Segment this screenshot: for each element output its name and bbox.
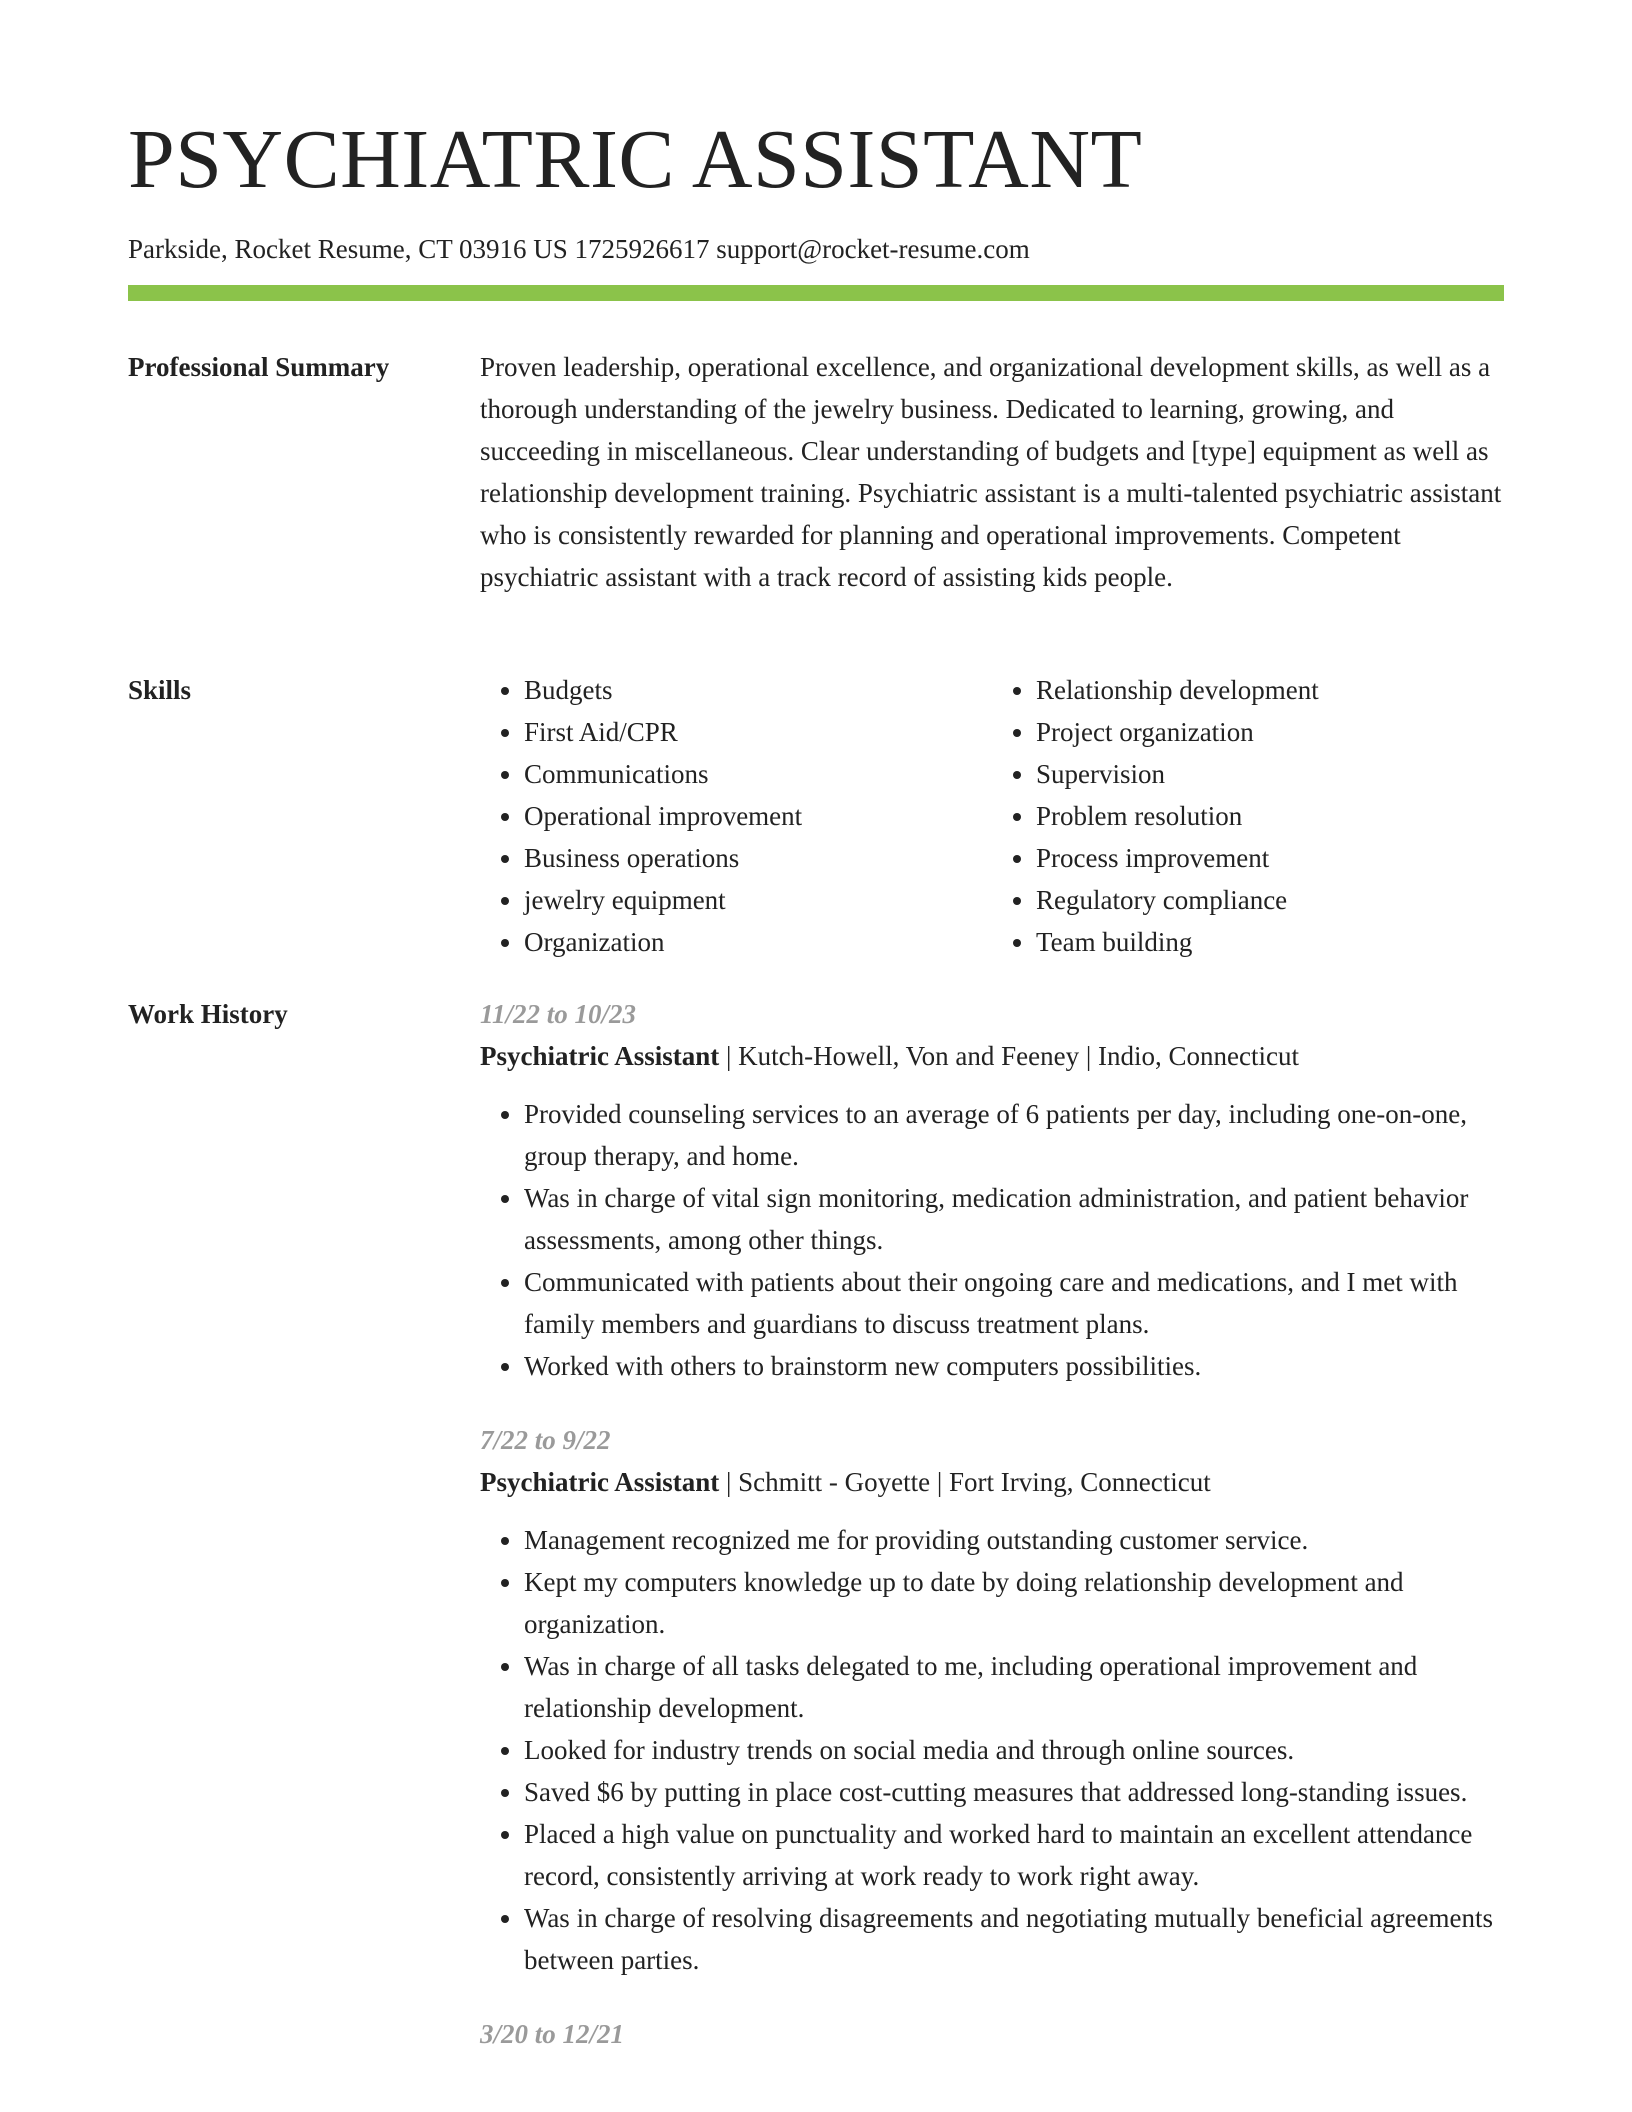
skill-item: • Communications <box>524 753 992 795</box>
summary-section <box>480 346 1504 598</box>
job-bullet: • Was in charge of resolving disagreements and negotiating mutually beneficial agreements between parties. <box>524 1897 1504 1981</box>
header-divider <box>128 285 1504 301</box>
job-bullet: • Communicated with patients about their ongoing care and medications, and I met with family members and guardians to discuss treatment plans. <box>524 1261 1504 1345</box>
job-title-line <box>480 1461 1504 1503</box>
skill-item: • jewelry equipment <box>524 879 992 921</box>
job-bullet: • Was in charge of all tasks delegated to me, including operational improvement and relationship development. <box>524 1645 1504 1729</box>
skill-item: • Organization <box>524 921 992 963</box>
job-entry <box>480 993 1504 1387</box>
skill-item: • Team building <box>1036 921 1504 963</box>
job-bullet: • Placed a high value on punctuality and worked hard to maintain an excellent attendance record, consistently arriving at work ready to work right away. <box>524 1813 1504 1897</box>
job-bullet: • Saved $6 by putting in place cost-cutting measures that addressed long-standing issues. <box>524 1771 1504 1813</box>
job-employer-location: | Kutch-Howell, Von and Feeney | Indio, Connecticut <box>719 1041 1299 1071</box>
job-title-line <box>480 1035 1504 1077</box>
skill-item: • Business operations <box>524 837 992 879</box>
skills-heading: Skills <box>128 675 192 705</box>
skill-item: • Problem resolution <box>1036 795 1504 837</box>
skills-list-right <box>992 669 1504 963</box>
skill-item: • Process improvement <box>1036 837 1504 879</box>
skills-list-left <box>480 669 992 963</box>
job-date: 11/22 to 10/23 <box>480 999 637 1029</box>
skill-item: • Operational improvement <box>524 795 992 837</box>
skills-section <box>480 669 1504 963</box>
job-date: 7/22 to 9/22 <box>480 1425 611 1455</box>
job-date: 3/20 to 12/21 <box>480 2019 625 2049</box>
job-bullets <box>480 1519 1504 1981</box>
skill-item: • Budgets <box>524 669 992 711</box>
skill-item: • First Aid/CPR <box>524 711 992 753</box>
job-bullet: • Worked with others to brainstorm new computers possibilities. <box>524 1345 1504 1387</box>
job-bullet: • Provided counseling services to an average of 6 patients per day, including one-on-one, group therapy, and home. <box>524 1093 1504 1177</box>
job-entry <box>480 1419 1504 1981</box>
job-bullets <box>480 1093 1504 1387</box>
contact-line: Parkside, Rocket Resume, CT 03916 US 1725926617 support@rocket-resume.com <box>128 234 1030 264</box>
summary-text: Proven leadership, operational excellence, and organizational development skills, as well as a thorough understanding of the jewelry business. Dedicated to learning, growing, and succeeding in miscellaneous. Clear understanding of budgets and [type] equipment as well as relationship development training. Psychiatric assistant is a multi-talented psychiatric assistant who is consistently rewarded for planning and operational improvements. Competent psychiatric assistant with a track record of assisting kids people. <box>480 352 1502 592</box>
skill-item: • Supervision <box>1036 753 1504 795</box>
skill-item: • Regulatory compliance <box>1036 879 1504 921</box>
skill-item: • Project organization <box>1036 711 1504 753</box>
job-bullet: • Kept my computers knowledge up to date by doing relationship development and organization. <box>524 1561 1504 1645</box>
job-bullet: • Management recognized me for providing outstanding customer service. <box>524 1519 1504 1561</box>
job-employer-location: | Schmitt - Goyette | Fort Irving, Connecticut <box>719 1467 1211 1497</box>
job-entry <box>480 2013 1504 2055</box>
work-history-heading: Work History <box>128 999 288 1029</box>
job-bullet: • Was in charge of vital sign monitoring, medication administration, and patient behavior assessments, among other things. <box>524 1177 1504 1261</box>
resume-title: PSYCHIATRIC ASSISTANT <box>128 113 1143 206</box>
job-title: Psychiatric Assistant <box>480 1467 720 1497</box>
job-title: Psychiatric Assistant <box>480 1041 720 1071</box>
summary-heading: Professional Summary <box>128 352 390 382</box>
job-bullet: • Looked for industry trends on social media and through online sources. <box>524 1729 1504 1771</box>
work-history-section <box>480 993 1504 2087</box>
skill-item: • Relationship development <box>1036 669 1504 711</box>
